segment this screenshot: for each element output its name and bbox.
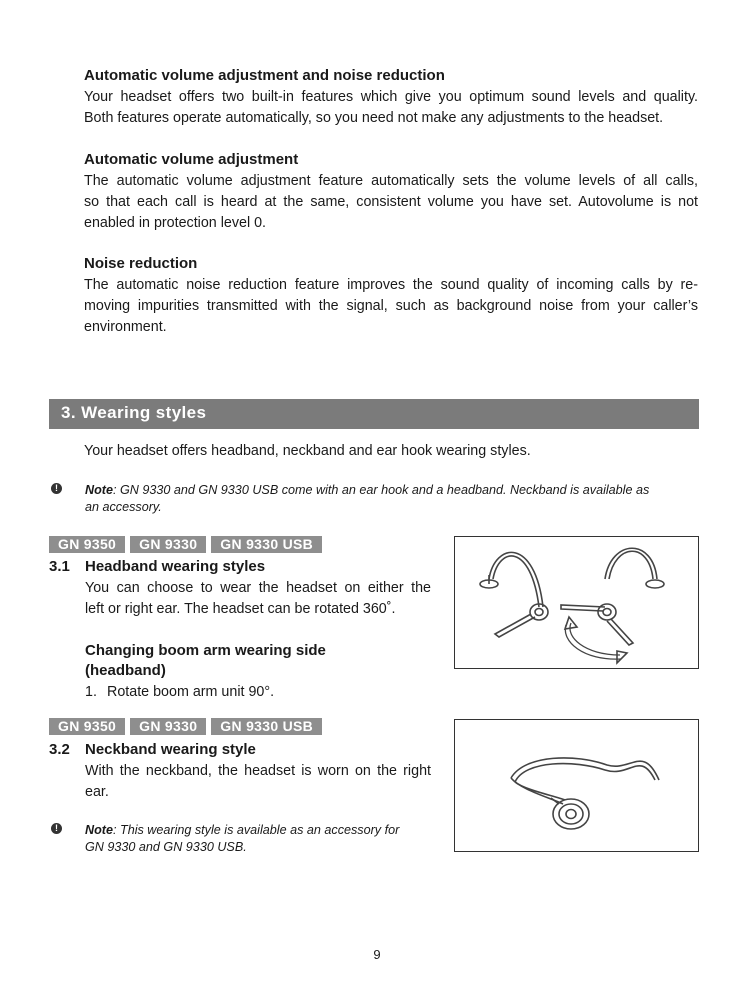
- subsection-number: 3.2: [49, 741, 70, 758]
- note-line-1: : This wearing style is available as an accessory for: [113, 823, 400, 837]
- sub2-line-2: ear.: [85, 783, 109, 800]
- note-line-1: : GN 9330 and GN 9330 USB come with an ear hook and a headband. Neckband is available as: [113, 483, 650, 497]
- section-header-bar: [49, 399, 699, 429]
- heading-noise: Noise reduction: [84, 255, 198, 272]
- model-tag: GN 9330 USB: [211, 718, 322, 735]
- intro-paragraph: [84, 87, 698, 129]
- sub1-subheading-line-1: Changing boom arm wearing side: [85, 642, 326, 659]
- noise-line-2: moving impurities transmitted with the signal, such as background noise from your caller’s: [84, 297, 698, 314]
- note-label: Note: [85, 483, 113, 497]
- step-number: 1.: [85, 684, 97, 700]
- subsection-3-2-title: [49, 740, 256, 760]
- avc-line-3: enabled in protection level 0.: [84, 214, 267, 231]
- heading-volume-noise: Automatic volume adjustment and noise reduction: [84, 67, 445, 84]
- headband-headset-icon: [455, 537, 698, 668]
- sub1-paragraph: [85, 578, 431, 620]
- sub2-note: [85, 822, 431, 855]
- neckband-headset-icon: [455, 720, 698, 851]
- sub1-line-2: left or right ear. The headset can be rotated 360˚.: [85, 600, 396, 617]
- section-title: 3. Wearing styles: [61, 403, 207, 422]
- sub2-paragraph: [85, 761, 431, 803]
- sub1-subheading: [85, 641, 326, 681]
- headband-illustration: [454, 536, 699, 669]
- info-icon: !: [51, 823, 62, 834]
- model-tag: GN 9330: [130, 536, 206, 553]
- neckband-illustration: [454, 719, 699, 852]
- page-number: 9: [373, 947, 381, 962]
- avc-line-1: The automatic volume adjustment feature automatically sets the volume levels of all calls,: [84, 173, 698, 189]
- avc-line-2: so that each call is heard at the same, consistent volume you have set. Autovolume is not: [84, 193, 698, 210]
- step-text: Rotate boom arm unit 90°.: [107, 684, 275, 700]
- avc-paragraph: [84, 171, 698, 233]
- noise-paragraph: [84, 275, 698, 337]
- sub1-subheading-line-2: (headband): [85, 662, 166, 679]
- model-tags-1: [49, 536, 322, 553]
- subsection-title: Headband wearing styles: [85, 558, 266, 575]
- section-intro: Your headset offers headband, neckband and ear hook wearing styles.: [84, 443, 531, 459]
- noise-line-3: environment.: [84, 318, 167, 335]
- model-tag: GN 9330 USB: [211, 536, 322, 553]
- info-icon: !: [51, 483, 62, 494]
- intro-line-1: Your headset offers two built-in features which give you optimum sound levels and quality.: [84, 89, 698, 105]
- sub1-step: [85, 682, 274, 703]
- model-tag: GN 9350: [49, 536, 125, 553]
- model-tag: GN 9330: [130, 718, 206, 735]
- sub2-line-1: With the neckband, the headset is worn on the right: [85, 763, 431, 779]
- noise-line-1: The automatic noise reduction feature improves the sound quality of incoming calls by re-: [84, 277, 698, 293]
- model-tags-2: [49, 718, 322, 735]
- sub1-line-1: You can choose to wear the headset on either the: [85, 580, 431, 596]
- note-line-2: GN 9330 and GN 9330 USB.: [85, 839, 247, 854]
- note-line-2: an accessory.: [85, 499, 162, 514]
- model-tag: GN 9350: [49, 718, 125, 735]
- heading-avc: Automatic volume adjustment: [84, 151, 299, 168]
- subsection-number: 3.1: [49, 558, 70, 575]
- subsection-title: Neckband wearing style: [85, 741, 256, 758]
- note-label: Note: [85, 823, 113, 837]
- section-note: [85, 482, 699, 515]
- intro-line-2: Both features operate automatically, so you need not make any adjustments to the headset.: [84, 109, 664, 126]
- subsection-3-1-title: [49, 557, 265, 577]
